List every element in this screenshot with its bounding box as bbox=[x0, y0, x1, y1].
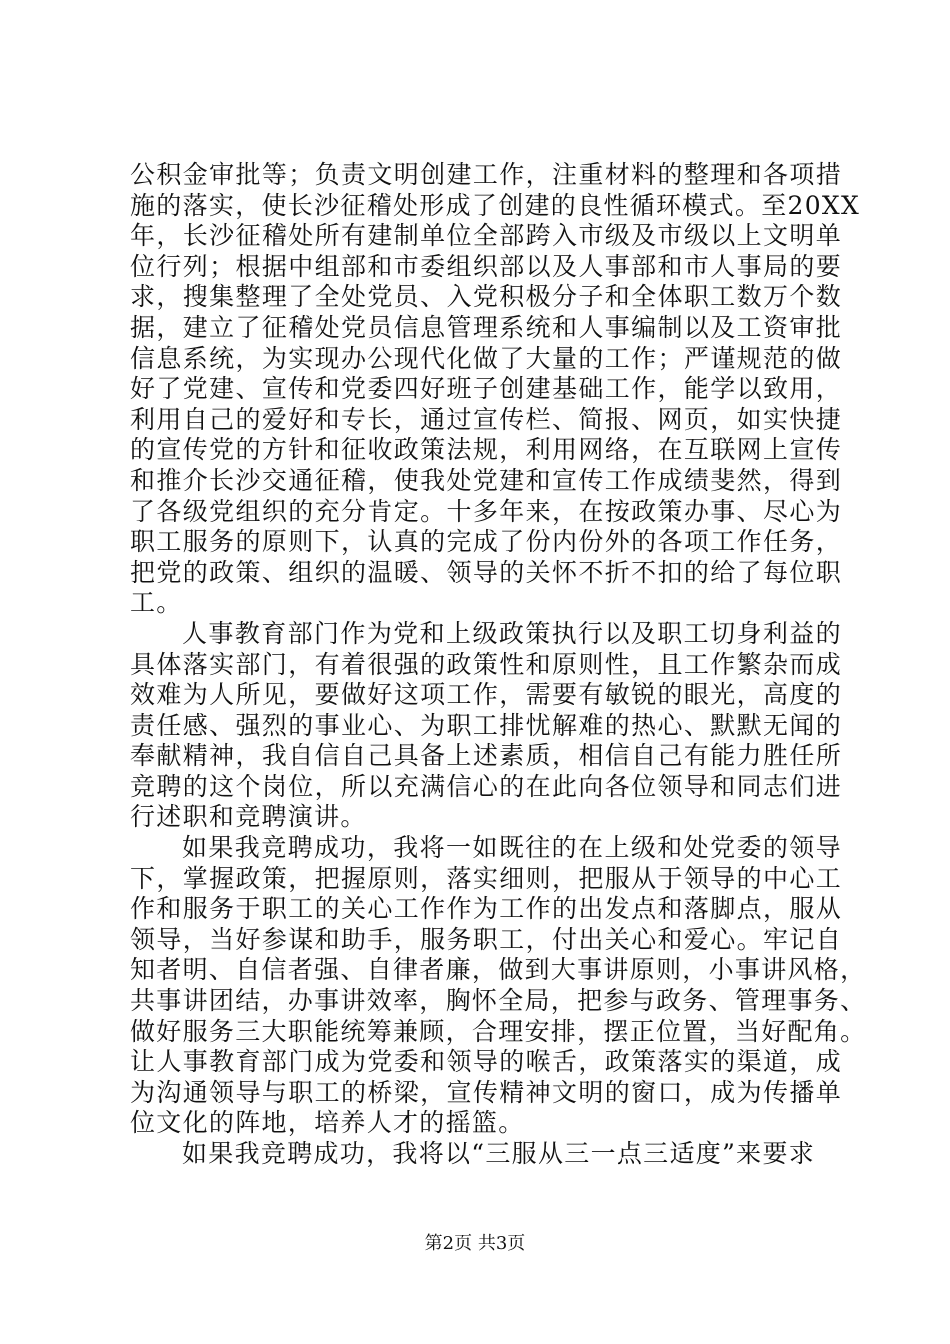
text-line: 的宣传党的方针和征收政策法规，利用网络，在互联网上宣传 bbox=[130, 435, 842, 465]
text-line: 竞聘的这个岗位，所以充满信心的在此向各位领导和同志们进 bbox=[130, 771, 842, 801]
text-line: 责任感、强烈的事业心、为职工排忧解难的热心、默默无闻的 bbox=[130, 710, 842, 740]
text-line: 把党的政策、组织的温暖、领导的关怀不折不扣的给了每位职 bbox=[130, 557, 842, 587]
text-line: 了各级党组织的充分肯定。十多年来，在按政策办事、尽心为 bbox=[130, 496, 842, 526]
paragraph bbox=[130, 833, 867, 1139]
text-line: 下，掌握政策，把握原则，落实细则，把服从于领导的中心工 bbox=[130, 863, 842, 893]
text-line: 知者明、自信者强、自律者廉，做到大事讲原则，小事讲风格， bbox=[130, 955, 867, 985]
text-line: 共事讲团结，办事讲效率，胸怀全局，把参与政务、管理事务、 bbox=[130, 986, 867, 1016]
text-line: 让人事教育部门成为党委和领导的喉舌，政策落实的渠道，成 bbox=[130, 1047, 842, 1077]
document-body bbox=[130, 160, 867, 1170]
text-line: 作和服务于职工的关心工作作为工作的出发点和落脚点，服从 bbox=[130, 894, 842, 924]
text-line: 求，搜集整理了全处党员、入党积极分子和全体职工数万个数 bbox=[130, 282, 842, 312]
page-footer: 第2页 共3页 bbox=[424, 1233, 526, 1254]
paragraph bbox=[130, 1139, 842, 1170]
text-line: 位文化的阵地，培养人才的摇篮。 bbox=[130, 1108, 525, 1138]
text-line: 工。 bbox=[130, 588, 183, 618]
text-line: 位行列；根据中组部和市委组织部以及人事部和市人事局的要 bbox=[130, 251, 842, 281]
text-line: 为沟通领导与职工的桥梁，宣传精神文明的窗口，成为传播单 bbox=[130, 1077, 842, 1107]
text-line: 领导，当好参谋和助手，服务职工，付出关心和爱心。牢记自 bbox=[130, 924, 842, 954]
text-line: 效难为人所见，要做好这项工作，需要有敏锐的眼光，高度的 bbox=[130, 680, 842, 710]
text-line: 做好服务三大职能统筹兼顾，合理安排，摆正位置，当好配角。 bbox=[130, 1016, 867, 1046]
text-line: 具体落实部门，有着很强的政策性和原则性，且工作繁杂而成 bbox=[130, 649, 842, 679]
text-line: 奉献精神，我自信自己具备上述素质，相信自己有能力胜任所 bbox=[130, 741, 842, 771]
text-line: 如果我竞聘成功，我将以“三服从三一点三适度”来要求 bbox=[182, 1139, 816, 1168]
text-line: 人事教育部门作为党和上级政策执行以及职工切身利益的 bbox=[182, 618, 842, 648]
text-line: 信息系统，为实现办公现代化做了大量的工作；严谨规范的做 bbox=[130, 343, 842, 373]
text-line: 公积金审批等；负责文明创建工作，注重材料的整理和各项措 bbox=[130, 160, 842, 189]
text-line: 行述职和竞聘演讲。 bbox=[130, 802, 367, 832]
paragraph bbox=[130, 160, 861, 619]
text-line: 好了党建、宣传和党委四好班子创建基础工作，能学以致用， bbox=[130, 374, 842, 404]
text-line: 据，建立了征稽处党员信息管理系统和人事编制以及工资审批 bbox=[130, 312, 842, 342]
text-line: 和推介长沙交通征稽，使我处党建和宣传工作成绩斐然，得到 bbox=[130, 465, 842, 495]
text-line: 施的落实，使长沙征稽处形成了创建的良性循环模式。至20XX bbox=[130, 190, 861, 220]
text-line: 年，长沙征稽处所有建制单位全部跨入市级及市级以上文明单 bbox=[130, 221, 842, 251]
text-line: 利用自己的爱好和专长，通过宣传栏、简报、网页，如实快捷 bbox=[130, 404, 842, 434]
text-line: 职工服务的原则下，认真的完成了份内份外的各项工作任务， bbox=[130, 527, 842, 557]
text-line: 如果我竞聘成功，我将一如既往的在上级和处党委的领导 bbox=[182, 833, 842, 863]
paragraph bbox=[130, 619, 842, 833]
